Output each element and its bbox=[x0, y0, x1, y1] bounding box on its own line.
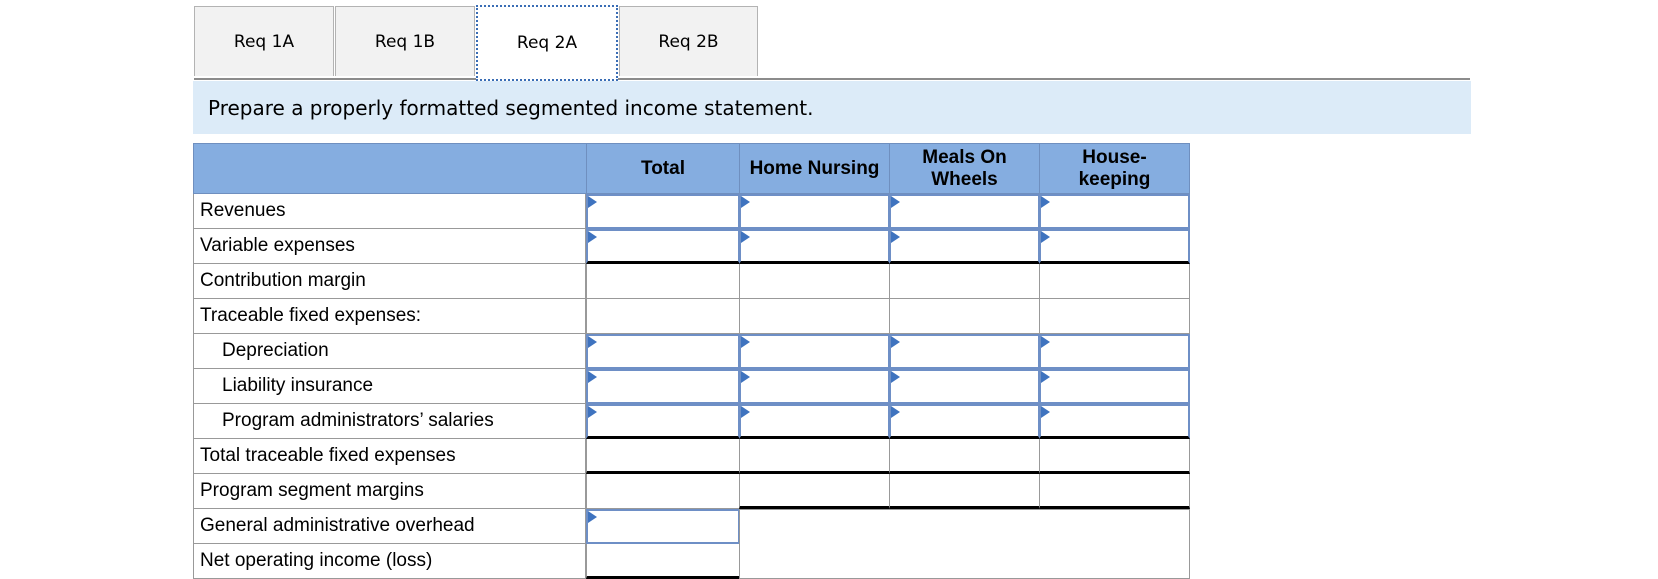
tab-req-2a[interactable]: Req 2A bbox=[476, 5, 618, 81]
segment-margins-meals-cell bbox=[889, 474, 1040, 509]
admin-salaries-housekeeping-input[interactable] bbox=[1039, 404, 1190, 439]
total-traceable-home-nursing-cell bbox=[739, 439, 890, 474]
row-label-variable-expenses: Variable expenses bbox=[193, 229, 586, 264]
contribution-margin-home-nursing-cell bbox=[739, 264, 890, 299]
traceable-header-total-cell bbox=[586, 299, 740, 334]
segment-margins-housekeeping-cell bbox=[1039, 474, 1190, 509]
admin-salaries-meals-input[interactable] bbox=[889, 404, 1040, 439]
row-label-program-admin-salaries: Program administrators’ salaries bbox=[193, 404, 586, 439]
traceable-header-housekeeping-cell bbox=[1039, 299, 1190, 334]
admin-salaries-total-input[interactable] bbox=[586, 404, 740, 439]
variable-expenses-total-input[interactable] bbox=[586, 229, 740, 264]
depreciation-home-nursing-input[interactable] bbox=[739, 334, 890, 369]
net-operating-income-total-cell bbox=[586, 544, 740, 579]
total-traceable-total-cell bbox=[586, 439, 740, 474]
contribution-margin-housekeeping-cell bbox=[1039, 264, 1190, 299]
admin-salaries-home-nursing-input[interactable] bbox=[739, 404, 890, 439]
traceable-header-meals-cell bbox=[889, 299, 1040, 334]
header-meals-on-wheels: Meals On Wheels bbox=[889, 143, 1040, 194]
total-traceable-housekeeping-cell bbox=[1039, 439, 1190, 474]
liability-insurance-home-nursing-input[interactable] bbox=[739, 369, 890, 404]
revenues-housekeeping-input[interactable] bbox=[1039, 194, 1190, 229]
tab-divider bbox=[194, 78, 1470, 80]
depreciation-meals-input[interactable] bbox=[889, 334, 1040, 369]
revenues-total-input[interactable] bbox=[586, 194, 740, 229]
total-traceable-meals-cell bbox=[889, 439, 1040, 474]
header-blank-cell bbox=[193, 143, 587, 194]
contribution-margin-meals-cell bbox=[889, 264, 1040, 299]
row-label-liability-insurance: Liability insurance bbox=[193, 369, 586, 404]
variable-expenses-home-nursing-input[interactable] bbox=[739, 229, 890, 264]
liability-insurance-total-input[interactable] bbox=[586, 369, 740, 404]
tab-req-2b[interactable]: Req 2B bbox=[619, 6, 758, 76]
contribution-margin-total-cell bbox=[586, 264, 740, 299]
liability-insurance-housekeeping-input[interactable] bbox=[1039, 369, 1190, 404]
blank-area bbox=[739, 509, 1190, 579]
revenues-home-nursing-input[interactable] bbox=[739, 194, 890, 229]
depreciation-total-input[interactable] bbox=[586, 334, 740, 369]
liability-insurance-meals-input[interactable] bbox=[889, 369, 1040, 404]
header-housekeeping: House- keeping bbox=[1039, 143, 1190, 194]
row-label-general-admin-overhead: General administrative overhead bbox=[193, 509, 586, 544]
general-admin-overhead-total-input[interactable] bbox=[586, 509, 740, 544]
instruction-text: Prepare a properly formatted segmented income statement. bbox=[193, 81, 1471, 134]
depreciation-housekeeping-input[interactable] bbox=[1039, 334, 1190, 369]
tab-req-1b[interactable]: Req 1B bbox=[335, 6, 475, 76]
variable-expenses-meals-input[interactable] bbox=[889, 229, 1040, 264]
tab-req-1a[interactable]: Req 1A bbox=[194, 6, 334, 76]
segment-margins-home-nursing-cell bbox=[739, 474, 890, 509]
variable-expenses-housekeeping-input[interactable] bbox=[1039, 229, 1190, 264]
row-label-depreciation: Depreciation bbox=[193, 334, 586, 369]
traceable-header-home-nursing-cell bbox=[739, 299, 890, 334]
segment-margins-total-cell bbox=[586, 474, 740, 509]
header-home-nursing: Home Nursing bbox=[739, 143, 890, 194]
row-label-traceable-fixed-expenses: Traceable fixed expenses: bbox=[193, 299, 586, 334]
revenues-meals-input[interactable] bbox=[889, 194, 1040, 229]
row-label-revenues: Revenues bbox=[193, 194, 586, 229]
row-label-net-operating-income: Net operating income (loss) bbox=[193, 544, 586, 579]
row-label-program-segment-margins: Program segment margins bbox=[193, 474, 586, 509]
header-total: Total bbox=[586, 143, 740, 194]
row-label-total-traceable-fixed: Total traceable fixed expenses bbox=[193, 439, 586, 474]
row-label-contribution-margin: Contribution margin bbox=[193, 264, 586, 299]
